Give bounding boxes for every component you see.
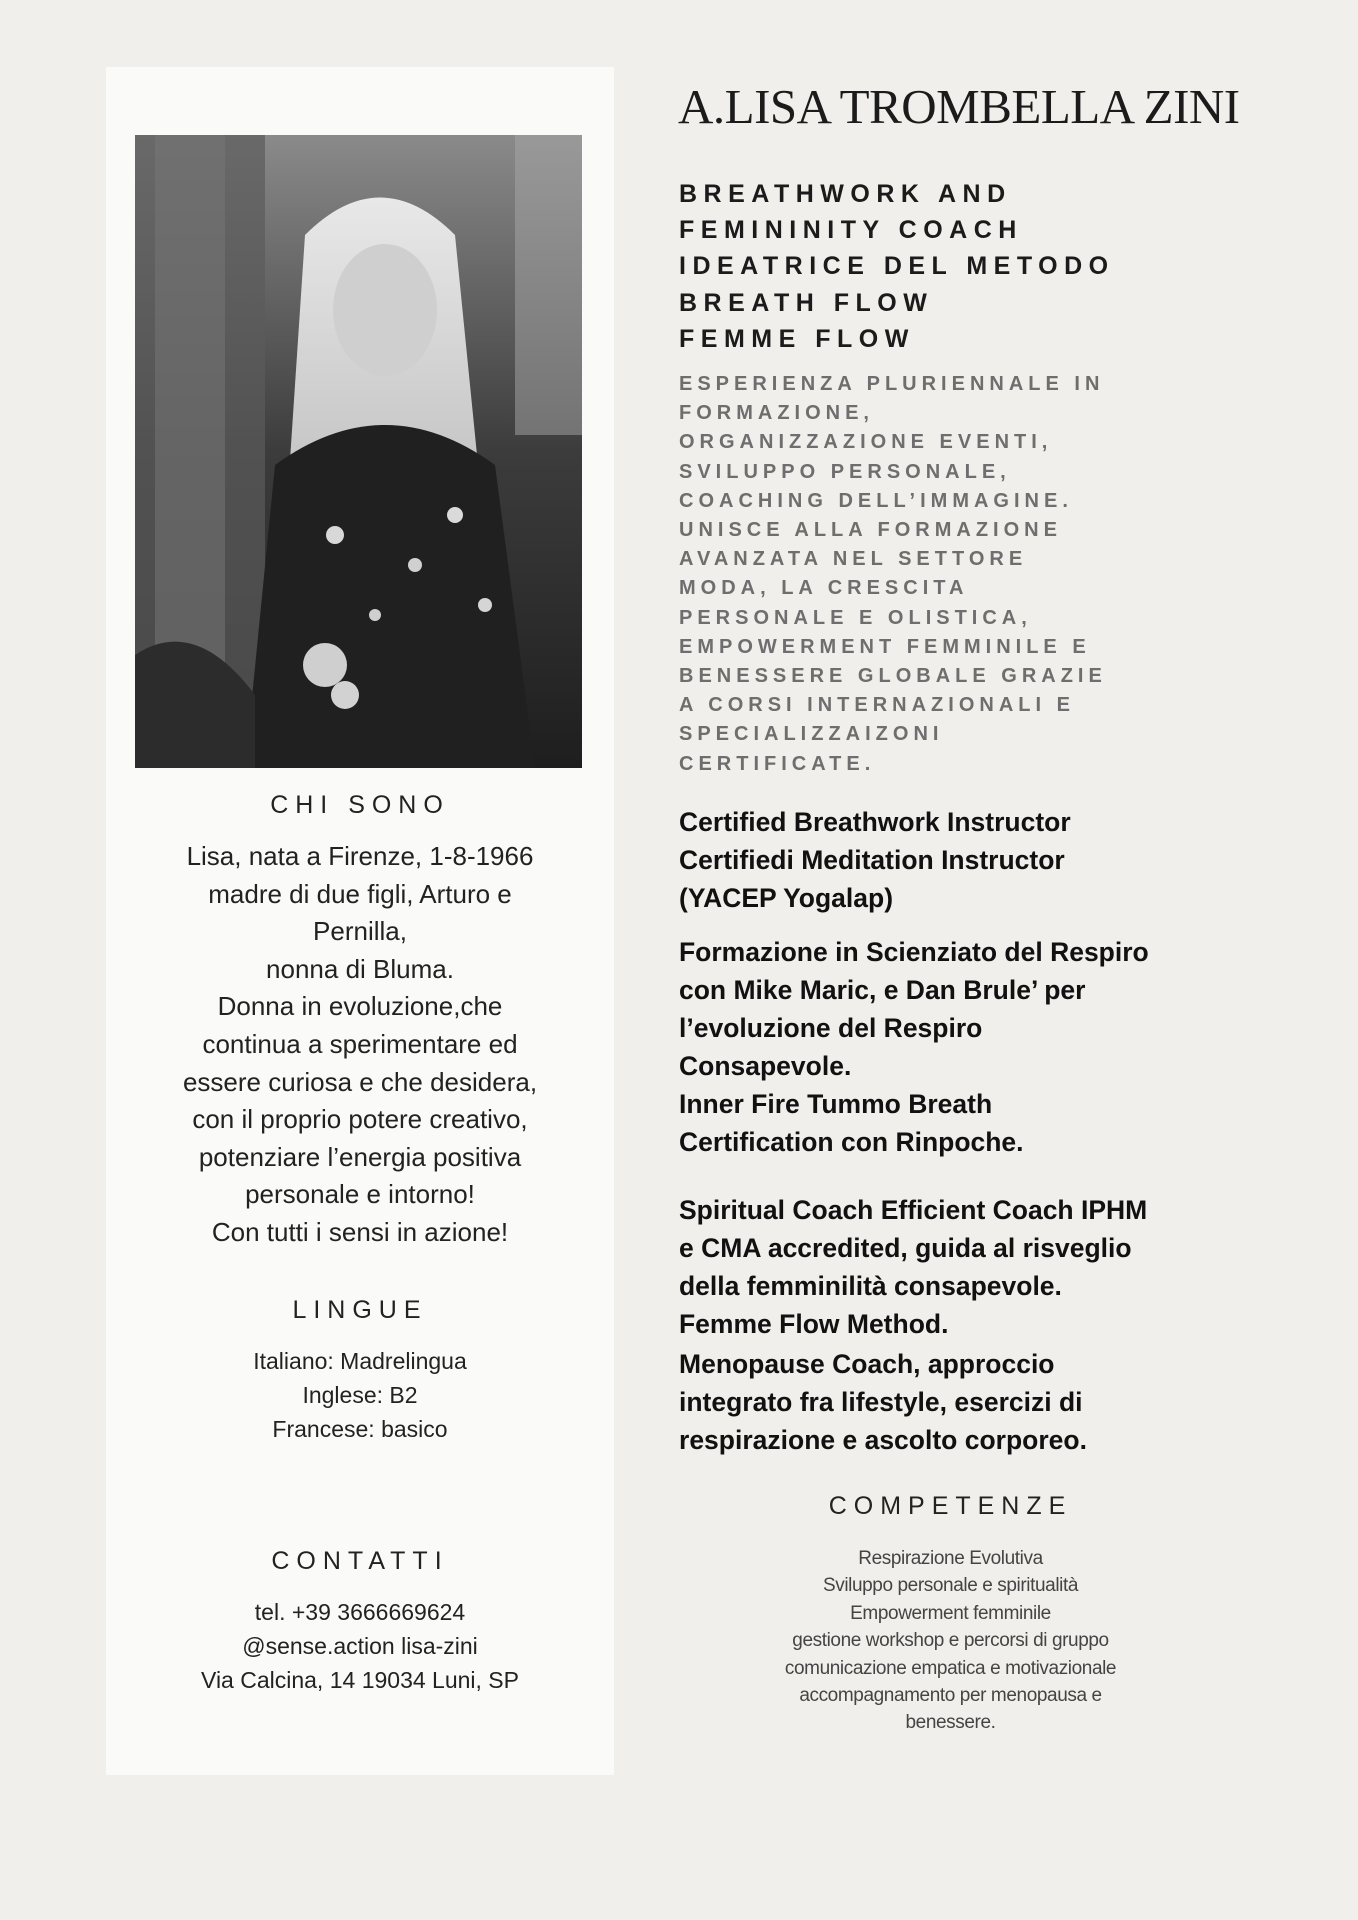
chi-sono-heading: CHI SONO bbox=[270, 791, 450, 819]
competenza-item: Sviluppo personale e spiritualità bbox=[822, 1575, 1079, 1597]
certification-line: Formazione in Scienziato del Respiro bbox=[679, 937, 1149, 967]
experience-line: COACHING DELL’IMMAGINE. bbox=[679, 489, 1073, 512]
competenza-item: Respirazione Evolutiva bbox=[858, 1548, 1043, 1569]
certification-line: integrato fra lifestyle, esercizi di bbox=[679, 1387, 1083, 1417]
chi-sono-line: personale e intorno! bbox=[245, 1179, 475, 1210]
role-titles bbox=[679, 176, 1115, 357]
chi-sono-line: nonna di Bluma. bbox=[266, 953, 454, 984]
profile-photo bbox=[135, 135, 582, 768]
certifications-instructor bbox=[679, 803, 1071, 917]
lingue-heading: LINGUE bbox=[292, 1296, 428, 1324]
competenza-item: gestione workshop e percorsi di gruppo bbox=[792, 1630, 1109, 1652]
lingue-list bbox=[146, 1344, 574, 1446]
competenza-item: benessere. bbox=[905, 1712, 996, 1734]
certification-line: Menopause Coach, approccio bbox=[679, 1349, 1055, 1379]
experience-line: SVILUPPO PERSONALE, bbox=[679, 460, 1011, 483]
left-panel bbox=[106, 67, 614, 1775]
experience-line: CERTIFICATE. bbox=[679, 752, 876, 775]
contatti-address: Via Calcina, 14 19034 Luni, SP bbox=[201, 1667, 519, 1693]
lingue-line: Inglese: B2 bbox=[302, 1382, 418, 1408]
chi-sono-line: continua a sperimentare ed bbox=[202, 1028, 518, 1059]
experience-summary bbox=[679, 370, 1107, 779]
contatti-phone: tel. +39 3666669624 bbox=[254, 1599, 466, 1625]
certification-line: Certified Breathwork Instructor bbox=[679, 807, 1071, 837]
role-line: FEMME FLOW bbox=[679, 324, 915, 353]
competenza-item: Empowerment femminile bbox=[850, 1602, 1051, 1624]
role-line: BREATHWORK AND bbox=[679, 180, 1012, 208]
certification-line: (YACEP Yogalap) bbox=[679, 883, 894, 913]
experience-line: SPECIALIZZAIZONI bbox=[679, 723, 944, 746]
competenze-list bbox=[678, 1545, 1223, 1737]
role-line: BREATH FLOW bbox=[679, 288, 934, 317]
chi-sono-line: Lisa, nata a Firenze, 1-8-1966 bbox=[186, 841, 534, 871]
competenza-item: comunicazione empatica e motivazionale bbox=[784, 1657, 1117, 1679]
certification-line: l’evoluzione del Respiro bbox=[679, 1013, 983, 1043]
role-line: FEMININITY COACH bbox=[679, 216, 1023, 245]
chi-sono-text bbox=[146, 838, 574, 1252]
competenza-item: accompagnamento per menopausa e bbox=[799, 1685, 1102, 1707]
lingue-line: Italiano: Madrelingua bbox=[253, 1348, 467, 1374]
person-name: A.LISA TROMBELLA ZINI bbox=[678, 79, 1240, 134]
photo-placeholder bbox=[135, 135, 582, 768]
contatti-list bbox=[146, 1595, 574, 1697]
experience-line: MODA, LA CRESCITA bbox=[679, 577, 969, 600]
experience-line: ORGANIZZAZIONE EVENTI, bbox=[679, 431, 1053, 454]
chi-sono-line: potenziare l’energia positiva bbox=[198, 1141, 522, 1172]
chi-sono-line: con il proprio potere creativo, bbox=[192, 1104, 528, 1135]
contatti-heading: CONTATTI bbox=[271, 1547, 449, 1575]
experience-line: UNISCE ALLA FORMAZIONE bbox=[679, 519, 1062, 542]
chi-sono-line: essere curiosa e che desidera, bbox=[182, 1066, 538, 1097]
certifications-menopause bbox=[679, 1345, 1087, 1459]
experience-line: A CORSI INTERNAZIONALI E bbox=[679, 694, 1075, 717]
certification-line: e CMA accredited, guida al risveglio bbox=[679, 1233, 1132, 1263]
competenze-heading: COMPETENZE bbox=[828, 1492, 1073, 1520]
chi-sono-line: madre di due figli, Arturo e bbox=[208, 878, 512, 909]
certification-line: della femminilità consapevole. bbox=[679, 1271, 1062, 1301]
contatti-social: @sense.action lisa-zini bbox=[242, 1633, 478, 1659]
role-line: IDEATRICE DEL METODO bbox=[679, 252, 1115, 281]
experience-line: ESPERIENZA PLURIENNALE IN bbox=[679, 373, 1105, 395]
experience-line: AVANZATA NEL SETTORE bbox=[679, 548, 1028, 571]
experience-line: FORMAZIONE, bbox=[679, 402, 874, 425]
chi-sono-line: Donna in evoluzione,che bbox=[217, 991, 503, 1022]
certifications-spiritual bbox=[679, 1191, 1147, 1343]
certification-line: Spiritual Coach Efficient Coach IPHM bbox=[679, 1195, 1148, 1225]
certifications-breath bbox=[679, 933, 1149, 1161]
certification-line: Certifiedi Meditation Instructor bbox=[679, 845, 1065, 875]
experience-line: PERSONALE E OLISTICA, bbox=[679, 606, 1032, 629]
certification-line: Femme Flow Method. bbox=[679, 1309, 949, 1339]
certification-line: Certification con Rinpoche. bbox=[679, 1127, 1024, 1157]
certification-line: con Mike Maric, e Dan Brule’ per bbox=[679, 975, 1086, 1005]
lingue-line: Francese: basico bbox=[272, 1416, 448, 1442]
certification-line: Consapevole. bbox=[679, 1051, 852, 1081]
chi-sono-line: Pernilla, bbox=[313, 916, 407, 947]
experience-line: BENESSERE GLOBALE GRAZIE bbox=[679, 665, 1107, 688]
certification-line: respirazione e ascolto corporeo. bbox=[679, 1425, 1087, 1455]
certification-line: Inner Fire Tummo Breath bbox=[679, 1089, 993, 1119]
experience-line: EMPOWERMENT FEMMINILE E bbox=[679, 635, 1091, 658]
chi-sono-line: Con tutti i sensi in azione! bbox=[211, 1216, 509, 1247]
